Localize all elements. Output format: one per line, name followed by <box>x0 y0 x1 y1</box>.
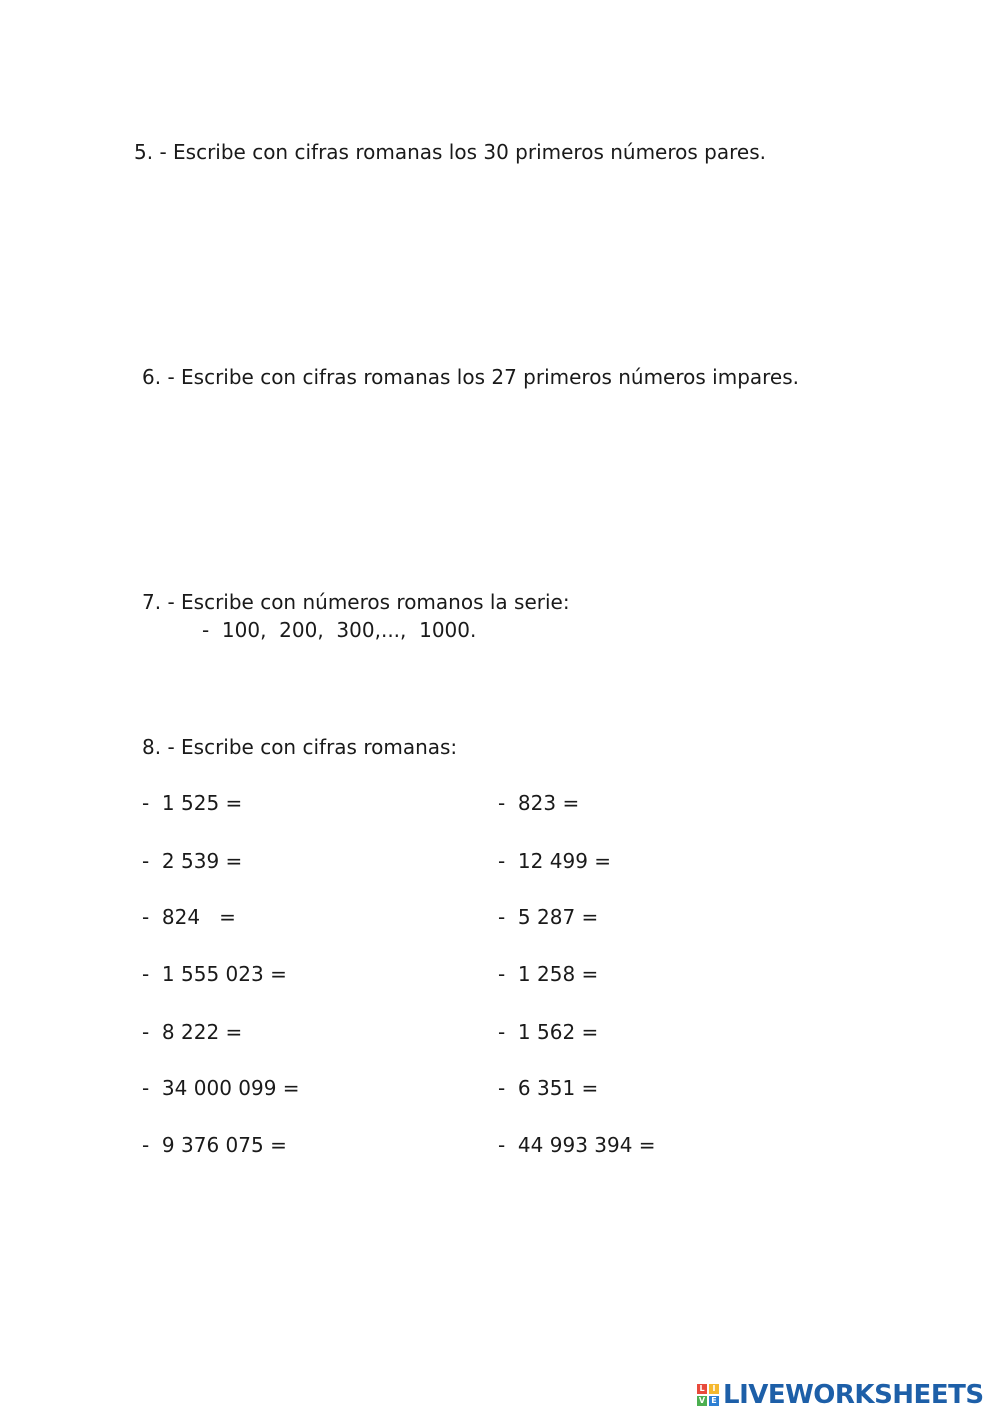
exercise-8-item: - 9 376 075 = <box>142 1133 287 1157</box>
exercise-8-item: - 8 222 = <box>142 1020 243 1044</box>
exercise-8-item: - 12 499 = <box>498 849 612 873</box>
logo-mark-letter: E <box>709 1396 719 1406</box>
exercise-5-prompt: 5. - Escribe con cifras romanas los 30 primeros números pares. <box>134 140 766 164</box>
logo-mark-letter: V <box>698 1396 706 1405</box>
exercise-8-item: - 44 993 394 = <box>498 1133 656 1157</box>
exercise-8-item: - 823 = <box>498 791 580 815</box>
exercise-8-item: - 1 555 023 = <box>142 962 287 986</box>
logo-mark-letter: L <box>697 1384 707 1394</box>
exercise-8-item: - 1 258 = <box>498 962 599 986</box>
liveworksheets-logo-text: LIVEWORKSHEETS <box>723 1380 984 1410</box>
exercise-6-prompt: 6. - Escribe con cifras romanas los 27 primeros números impares. <box>142 365 800 389</box>
liveworksheets-logo-icon <box>697 1384 719 1406</box>
liveworksheets-logo <box>697 1380 984 1410</box>
exercise-7-prompt: 7. - Escribe con números romanos la serie: <box>142 590 570 614</box>
exercise-8-item: - 824 = <box>142 905 236 929</box>
exercise-8-prompt: 8. - Escribe con cifras romanas: <box>142 735 458 759</box>
exercise-8-item: - 5 287 = <box>498 905 599 929</box>
exercise-8-item: - 34 000 099 = <box>142 1076 300 1100</box>
exercise-7-series: - 100, 200, 300,..., 1000. <box>202 618 477 642</box>
exercise-8-item: - 6 351 = <box>498 1076 599 1100</box>
logo-mark-letter: I <box>709 1384 719 1394</box>
exercise-8-item: - 1 525 = <box>142 791 243 815</box>
exercise-8-item: - 1 562 = <box>498 1020 599 1044</box>
exercise-8-item: - 2 539 = <box>142 849 243 873</box>
